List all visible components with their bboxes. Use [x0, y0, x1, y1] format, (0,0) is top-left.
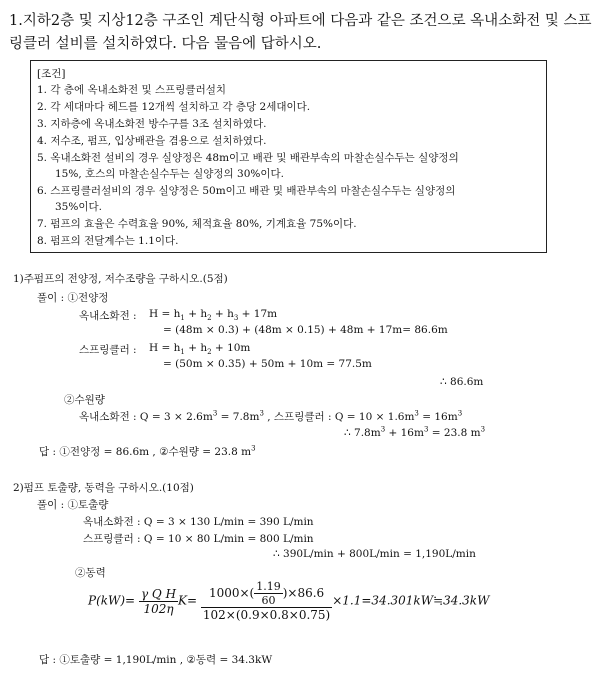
- q1-water-label: ②수원량: [64, 394, 105, 406]
- q2-answer: 답 : ①토출량 = 1,190L/min , ②동력 = 34.3kW: [39, 654, 273, 666]
- condition-item: 3. 지하층에 옥내소화전 방수구를 3조 설치하였다.: [37, 118, 267, 130]
- q2-title: 2)펌프 토출량, 동력을 구하시오.(10점): [13, 482, 194, 494]
- power-formula: P(kW)= $\frac{\text{γ Q H}}{102\eta}$ K= 1000×( $\frac{1.19}{60}$ )×86.6 102×(0.9×0.8×0.75) ×1.1=34.301kW≒34.3kW: [88, 580, 490, 622]
- q1-sprinkler-formula: $H = h_1 + h_2 + 10m$: [149, 342, 251, 357]
- q2-indoor-line: 옥내소화전 : Q = 3 × 130 L/min = 390 L/min: [83, 516, 314, 528]
- q1-sprinkler-calc: = (50m × 0.35) + 50m + 10m = 77.5m: [163, 358, 372, 370]
- question-text: 1.지하2층 및 지상12층 구조인 계단식형 아파트에 다음과 같은 조건으로 옥내소화전 및 스프링클러 설비를 설치하였다. 다음 물음에 답하시오.: [9, 13, 592, 52]
- q1-water-line2: ∴ $7.8m^3 + 16m^3 = 23.8$ $m^3$: [344, 425, 486, 439]
- q1-indoor-label: 옥내소화전 :: [79, 310, 137, 322]
- condition-item: 7. 펌프의 효율은 수력효율 90%, 체적효율 80%, 기계효율 75%이다.: [37, 218, 357, 230]
- condition-item: 5. 옥내소화전 설비의 경우 실양정은 48m이고 배관 및 배관부속의 마찰손실수두는 실양정의: [37, 152, 459, 164]
- q1-indoor-calc: = (48m × 0.3) + (48m × 0.15) + 48m + 17m= 86.6m: [163, 324, 448, 336]
- q2-solution-label: 풀이 : ①토출량: [37, 499, 109, 511]
- condition-item: 2. 각 세대마다 헤드를 12개씩 설치하고 각 층당 2세대이다.: [37, 101, 311, 113]
- q1-solution-label: 풀이 : ①전양정: [37, 292, 109, 304]
- q1-sprinkler-label: 스프링클러 :: [79, 344, 137, 356]
- q2-power-label: ②동력: [75, 567, 106, 579]
- condition-item: 1. 각 층에 옥내소화전 및 스프링클러설치: [37, 84, 226, 96]
- q1-answer: 답 : ①전양정 = 86.6m , ②수원량 = 23.8 $m^3$: [39, 444, 256, 458]
- condition-item: 4. 저수조, 펌프, 입상배관을 겸용으로 설치하였다.: [37, 135, 267, 147]
- condition-item: 35%이다.: [55, 201, 102, 213]
- conditions-header: [조건]: [37, 68, 66, 80]
- q1-head-result: ∴ 86.6m: [440, 376, 484, 388]
- q2-sprinkler-line: 스프링클러 : Q = 10 × 80 L/min = 800 L/min: [83, 533, 314, 545]
- condition-item: 6. 스프링클러설비의 경우 실양정은 50m이고 배관 및 배관부속의 마찰손실수두는 실양정의: [37, 185, 456, 197]
- q1-water-line1: 옥내소화전 : $Q = 3 \times 2.6m^3 = 7.8m^3$ , 스프링클러 : $Q = 10 \times 1.6m^3 = 16m^3$: [79, 409, 463, 423]
- condition-item: 8. 펌프의 전달계수는 1.1이다.: [37, 235, 179, 247]
- condition-item: 15%, 호스의 마찰손실수두는 실양정의 30%이다.: [55, 168, 284, 180]
- q2-flow-result: ∴ 390L/min + 800L/min = 1,190L/min: [273, 548, 476, 560]
- q1-head-formula: $H = h_1 + h_2 + h_3 + 17m$: [149, 308, 278, 323]
- q1-title: 1)주펌프의 전양정, 저수조량을 구하시오.(5점): [13, 273, 228, 285]
